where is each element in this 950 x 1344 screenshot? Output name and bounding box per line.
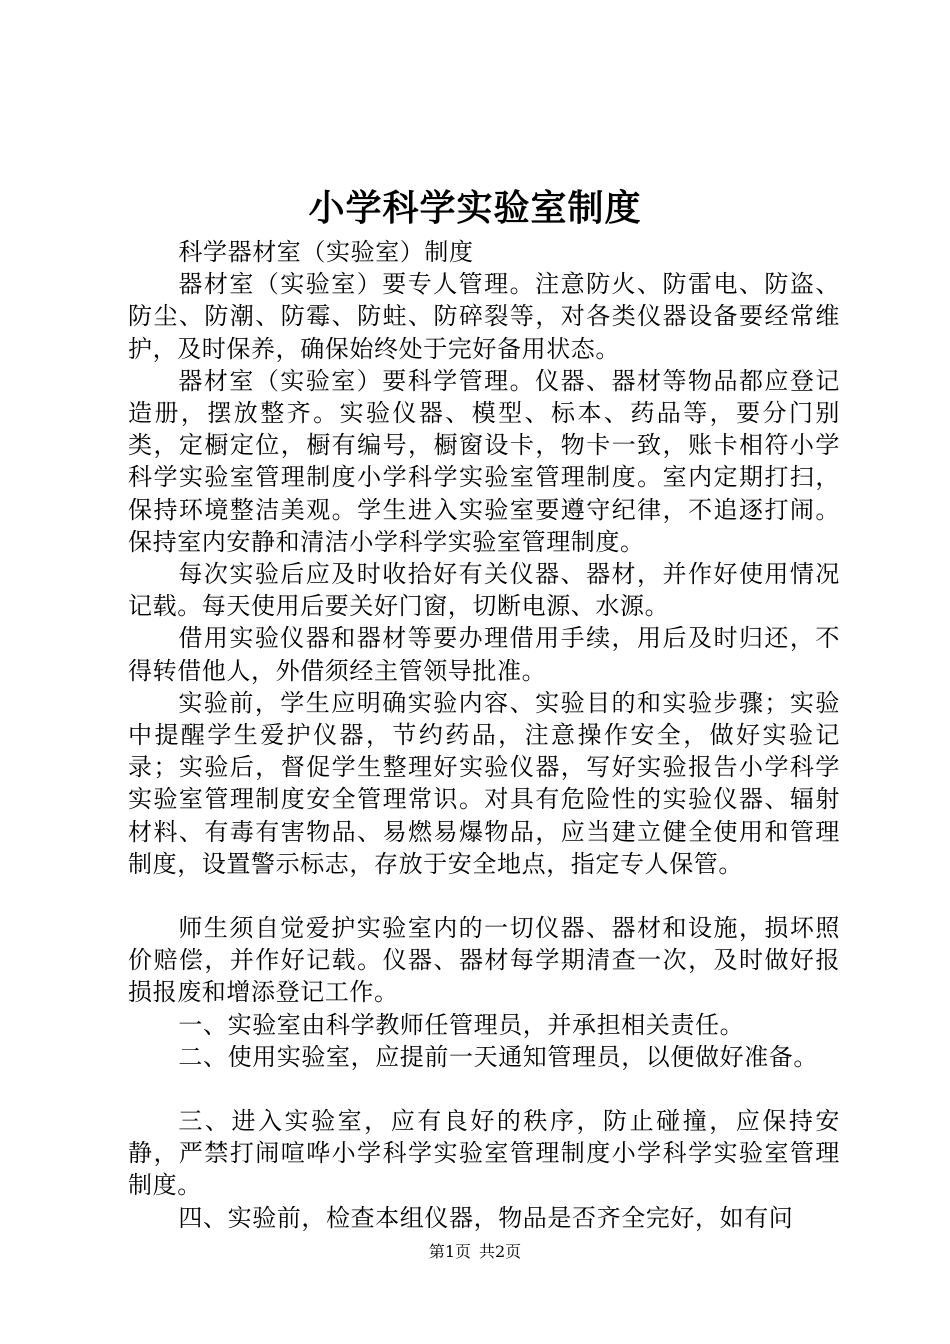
paragraph-heading: 科学器材室（实验室）制度 xyxy=(178,238,474,266)
document-body xyxy=(128,236,840,1234)
paragraph-management: 器材室（实验室）要专人管理。注意防火、防雷电、防盗、防尘、防潮、防霉、防蛀、防碎裂等，对各类仪器设备要经常维护，及时保养，确保始终处于完好备用状态。 xyxy=(128,270,840,363)
page-total: 共2页 xyxy=(479,1242,522,1261)
paragraph-scientific-management: 器材室（实验室）要科学管理。仪器、器材等物品都应登记造册，摆放整齐。实验仪器、模型、标本、药品等，要分门别类，定橱定位，橱有编号，橱窗设卡，物卡一致，账卡相符小学科学实验室管理制度小学科学实验室管理制度。室内定期打扫，保持环境整洁美观。学生进入实验室要遵守纪律，不追逐打闹。保持室内安静和清洁小学科学实验室管理制度。 xyxy=(128,366,840,556)
paragraph-spacer xyxy=(128,1073,840,1105)
page-number: 第1页 xyxy=(428,1242,471,1261)
paragraph-experiment-process: 实验前，学生应明确实验内容、实验目的和实验步骤；实验中提醒学生爱护仪器，节约药品，注意操作安全，做好实验记录；实验后，督促学生整理好实验仪器，写好实验报告小学科学实验室管理制度安全管理常识。对具有危险性的实验仪器、辐射材料、有毒有害物品、易燃易爆物品，应当建立健全使用和管理制度，设置警示标志，存放于安全地点，指定专人保管。 xyxy=(128,688,840,878)
document-title: 小学科学实验室制度 xyxy=(308,187,642,229)
rule-item-3: 三、进入实验室，应有良好的秩序，防止碰撞，应保持安静，严禁打闹喧哗小学科学实验室管理制度小学科学实验室管理制度。 xyxy=(128,1107,840,1200)
rule-item-4: 四、实验前，检查本组仪器，物品是否齐全完好，如有问 xyxy=(178,1203,794,1232)
paragraph-spacer xyxy=(128,880,840,912)
paragraph-after-experiment: 每次实验后应及时收拾好有关仪器、器材，并作好使用情况记载。每天使用后要关好门窗，切断电源、水源。 xyxy=(128,560,840,621)
rule-item-2: 二、使用实验室，应提前一天通知管理员，以便做好准备。 xyxy=(178,1042,818,1071)
rule-item-1: 一、实验室由科学教师任管理员，并承担相关责任。 xyxy=(178,1010,745,1039)
page-footer xyxy=(0,1241,950,1263)
paragraph-care-equipment: 师生须自觉爱护实验室内的一切仪器、器材和设施，损坏照价赔偿，并作好记载。仪器、器材每学期清查一次，及时做好报损报废和增添登记工作。 xyxy=(128,914,840,1007)
paragraph-borrowing: 借用实验仪器和器材等要办理借用手续，用后及时归还，不得转借他人，外借须经主管领导批准。 xyxy=(128,624,840,685)
